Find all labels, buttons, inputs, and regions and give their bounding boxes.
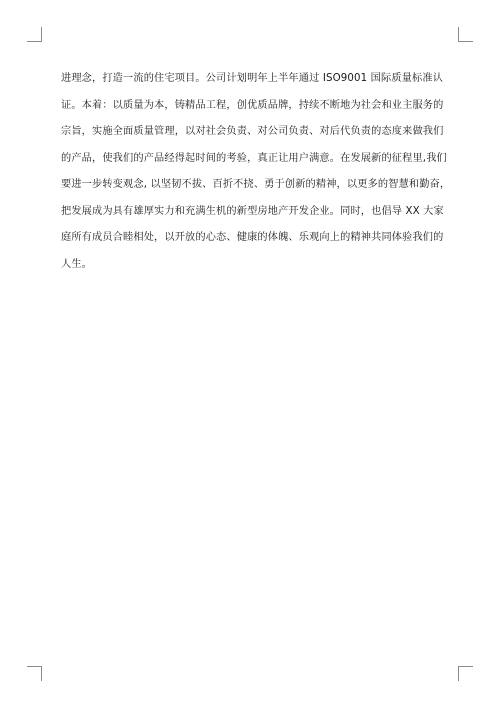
text-line-6: 把发展成为具有雄厚实力和充满生机的新型房地产开发企业。同时，也倡导 XX 大家: [61, 205, 444, 217]
crop-mark-bottom-right: [458, 666, 473, 681]
text-line-2: 证。本着：以质量为本，铸精品工程，创优质品牌，持续不断地为社会和业主服务的: [61, 99, 444, 111]
text-line-1: 进理念，打造一流的住宅项目。公司计划明年上半年通过 ISO9001 国际质量标准认: [61, 73, 444, 84]
text-line-7: 庭所有成员合睦相处，以开放的心态、健康的体魄、乐观向上的精神共同体验我们的: [61, 232, 444, 243]
body-paragraph: [61, 66, 451, 278]
crop-mark-top-right: [458, 27, 473, 42]
text-line-8: 人生。: [61, 258, 93, 270]
crop-mark-bottom-left: [27, 666, 42, 681]
text-line-5: 要进一步转变观念, 以坚韧不拔、百折不挠、勇于创新的精神，以更多的智慧和勤奋，: [61, 179, 451, 190]
text-line-3: 宗旨，实施全面质量管理，以对社会负责、对公司负责、对后代负责的态度来做我们: [61, 126, 444, 137]
crop-mark-top-left: [27, 27, 42, 42]
text-line-4: 的产品，使我们的产品经得起时间的考验，真正让用户满意。在发展新的征程里,我们: [61, 152, 447, 164]
